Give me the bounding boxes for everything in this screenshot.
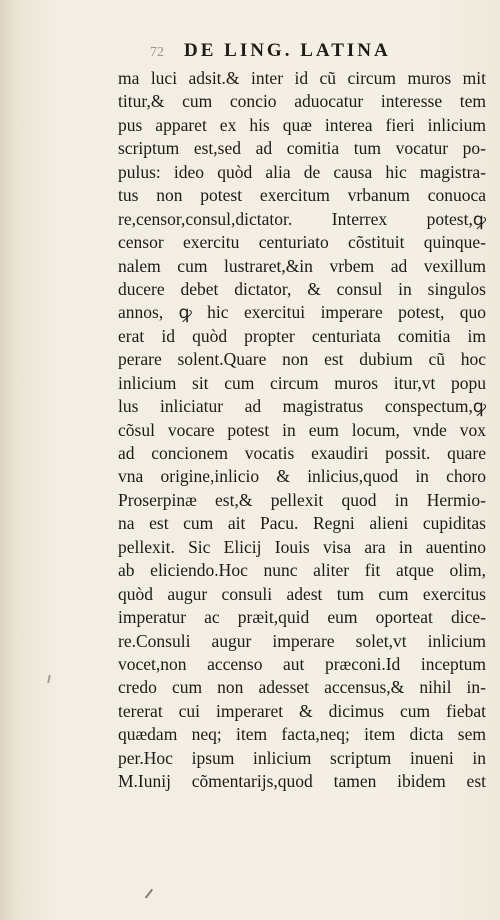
margin-mark (47, 675, 51, 683)
text-line: pus apparet ex his quæ interea fieri inlicium (118, 114, 486, 135)
text-line: tus non potest exercitum vrbanum conuoca (118, 185, 486, 206)
text-line: credo cum non adesset accensus,& nihil in- (118, 677, 486, 698)
text-line: M.Iunij cõmentarijs,quod tamen ibidem est (118, 771, 486, 792)
text-line: per.Hoc ipsum inlicium scriptum inueni in (118, 747, 486, 768)
text-line: nalem cum lustraret,&in vrbem ad vexillum (118, 255, 486, 276)
text-line: erat id quòd propter centuriata comitia im (118, 325, 486, 346)
text-line: pellexit. Sic Elicij Iouis visa ara in auentino (118, 536, 486, 557)
text-line: na est cum ait Pacu. Regni alieni cupiditas (118, 513, 486, 534)
text-line: re,censor,consul,dictator. Interrex potest,ꝙ (118, 208, 486, 229)
text-line: perare solent.Quare non est dubium cũ hoc (118, 349, 486, 370)
text-line: scriptum est,sed ad comitia tum vocatur po- (118, 138, 486, 159)
text-line: lus inliciatur ad magistratus conspectum,ꝙ (118, 396, 486, 417)
text-line: pulus: ideo quòd alia de causa hic magistra- (118, 161, 486, 182)
text-line: quòd augur consuli adest tum cum exercitus (118, 583, 486, 604)
text-line: ab eliciendo.Hoc nunc aliter fit atque olim, (118, 560, 486, 581)
text-line: ma luci adsit.& inter id cũ circum muros mit (118, 68, 486, 88)
running-title: DE LING. LATINA (184, 40, 391, 61)
text-line: inlicium sit cum circum muros itur,vt popu (118, 372, 486, 393)
text-line: cõsul vocare potest in eum locum, vnde vox (118, 419, 486, 440)
running-head (150, 40, 391, 62)
text-line: tererat cui imperaret & dicimus cum fiebat (118, 700, 486, 721)
text-line: imperatur ac præit,quid eum oporteat dice- (118, 607, 486, 628)
folio-number: 72 (150, 45, 164, 60)
text-line: quædam neq; item facta,neq; item dicta sem (118, 724, 486, 745)
text-line: censor exercitu centuriato cõstituit quinque- (118, 232, 486, 253)
text-line: annos, ꝙ hic exercitui imperare potest, quo (118, 302, 486, 323)
text-block (118, 67, 486, 794)
text-line: re.Consuli augur imperare solet,vt inlicium (118, 630, 486, 651)
text-line: ducere debet dictator, & consul in singulos (118, 278, 486, 299)
pencil-mark (145, 889, 153, 899)
text-line: ad concionem vocatis exaudiri possit. quare (118, 443, 486, 463)
text-line: Proserpinæ est,& pellexit quod in Hermio- (118, 489, 486, 510)
text-line: vocet,non accenso aut præconi.Id inceptum (118, 653, 486, 674)
text-line: vna origine,inlicio & inlicius,quod in choro (118, 466, 486, 487)
text-line: titur,& cum concio aduocatur interesse tem (118, 91, 486, 112)
